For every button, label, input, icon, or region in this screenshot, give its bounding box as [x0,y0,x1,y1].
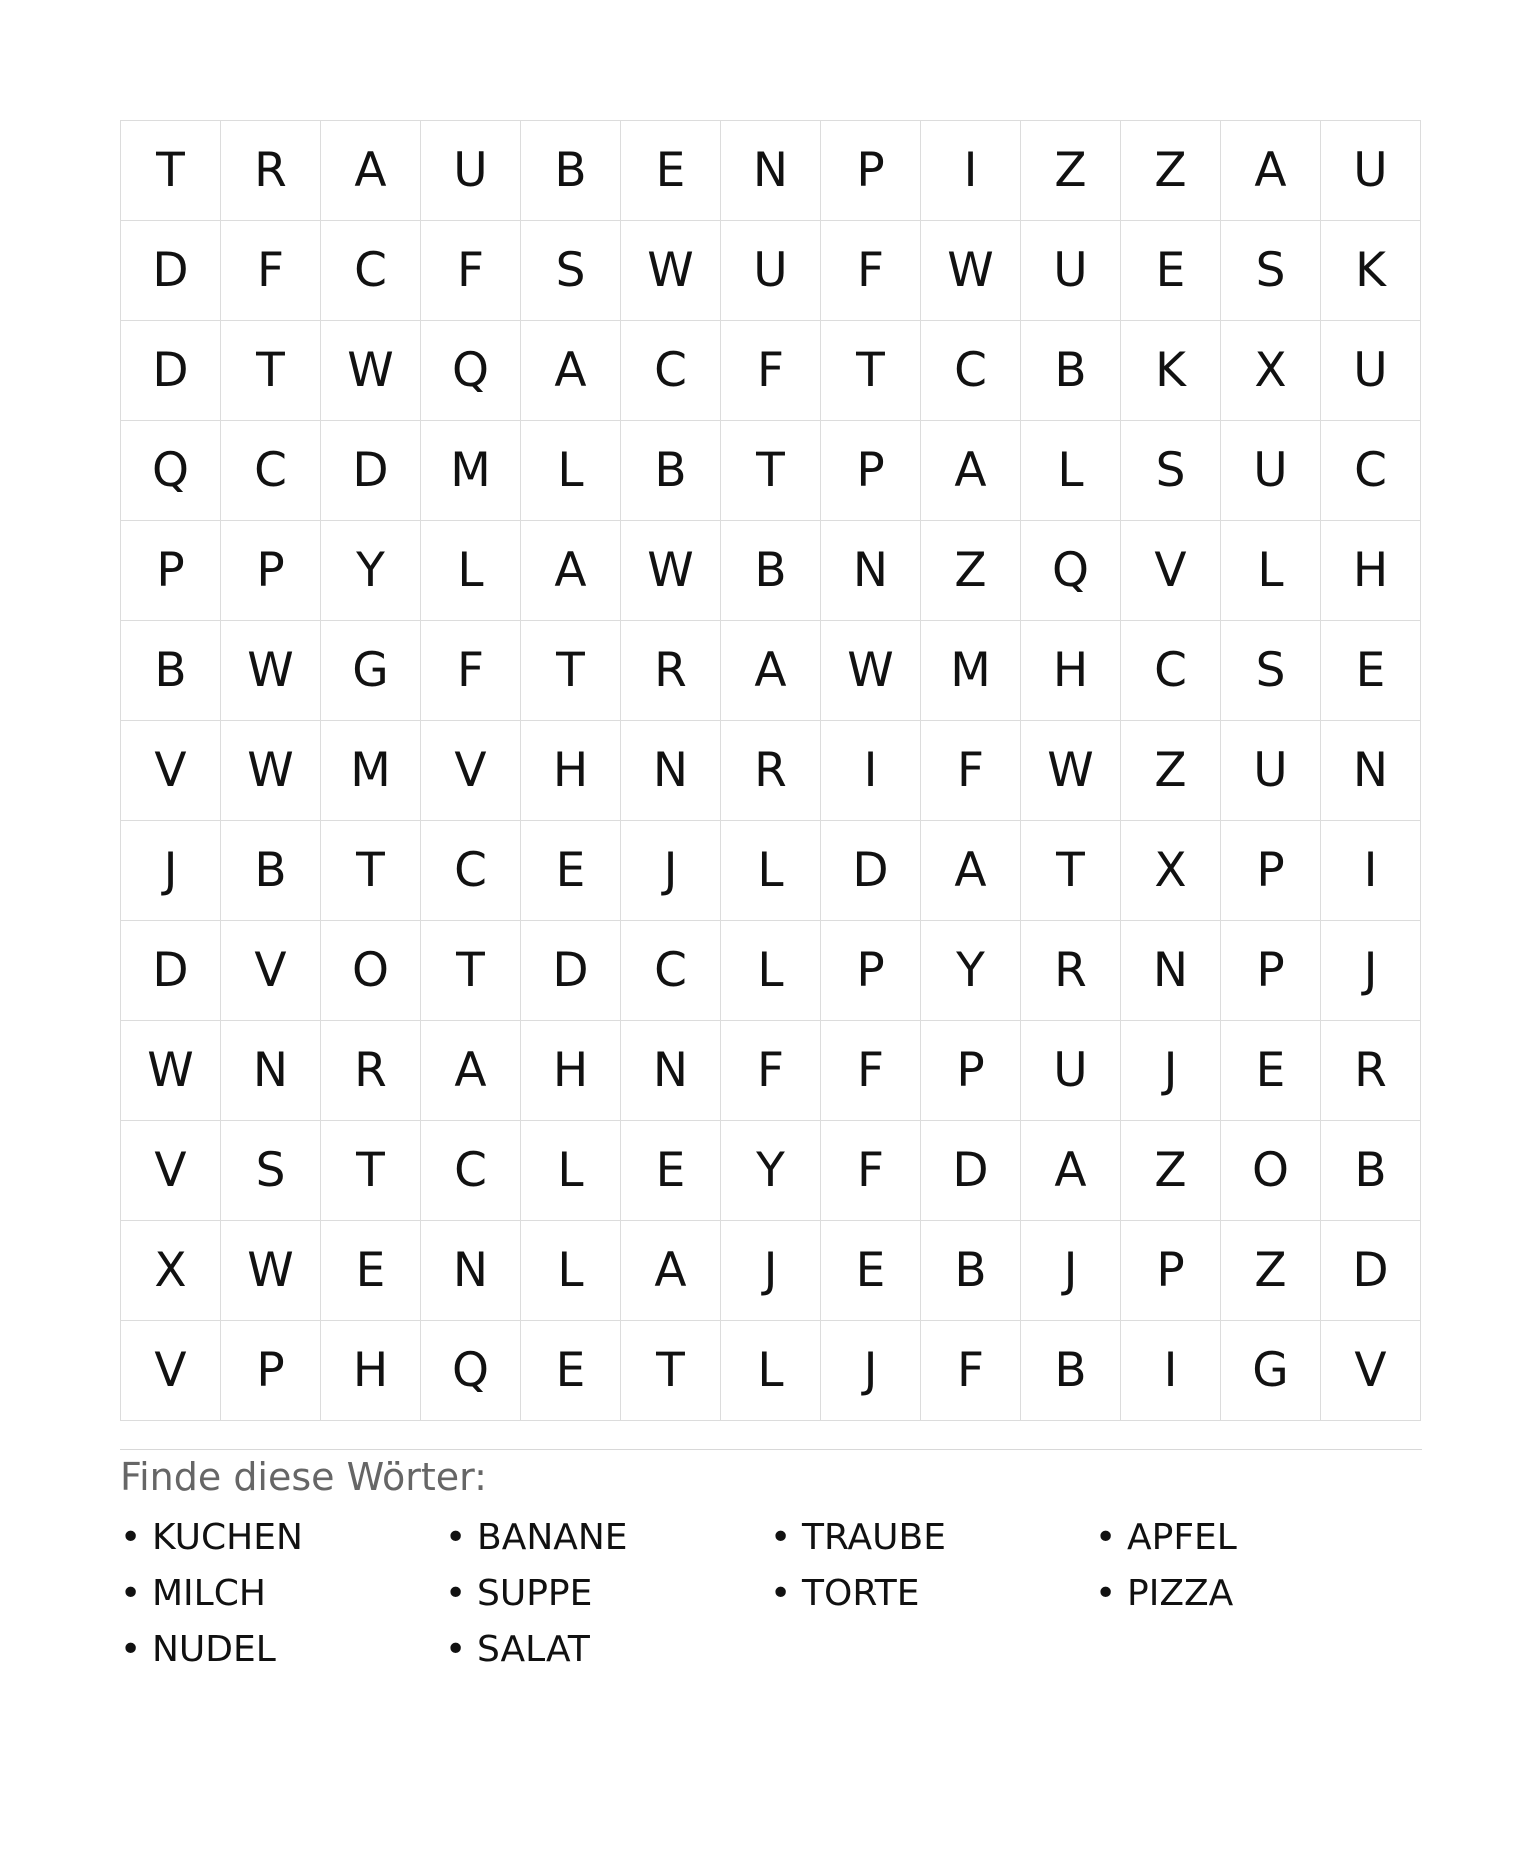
grid-cell[interactable]: N [621,1021,721,1121]
grid-cell[interactable]: P [221,1321,321,1421]
grid-cell[interactable]: W [221,621,321,721]
grid-cell[interactable]: A [521,521,621,621]
grid-cell[interactable]: E [621,1121,721,1221]
word-list-item [120,1622,445,1678]
grid-cell[interactable]: D [1321,1221,1421,1321]
grid-cell[interactable]: U [721,221,821,321]
word-label: PIZZA [1127,1573,1234,1614]
grid-cell[interactable]: N [821,521,921,621]
grid-cell[interactable]: T [721,421,821,521]
grid-cell[interactable]: P [921,1021,1021,1121]
grid-cell[interactable]: U [1021,221,1121,321]
grid-cell[interactable]: S [521,221,621,321]
grid-cell[interactable]: X [1221,321,1321,421]
grid-cell[interactable]: I [1121,1321,1221,1421]
grid-cell[interactable]: C [221,421,321,521]
grid-cell[interactable]: A [1221,121,1321,221]
word-label: KUCHEN [152,1517,303,1558]
bullet-icon: • [445,1573,467,1614]
grid-cell[interactable]: R [1021,921,1121,1021]
grid-cell[interactable]: I [1321,821,1421,921]
grid-cell[interactable]: A [921,821,1021,921]
grid-cell[interactable]: V [221,921,321,1021]
grid-cell[interactable]: A [621,1221,721,1321]
grid-cell[interactable]: W [1021,721,1121,821]
grid-cell[interactable]: W [221,1221,321,1321]
grid-cell[interactable]: J [121,821,221,921]
grid-cell[interactable]: L [721,821,821,921]
grid-cell[interactable]: J [621,821,721,921]
letter-grid [120,120,1421,1421]
grid-cell[interactable]: N [421,1221,521,1321]
grid-cell[interactable]: L [521,421,621,521]
grid-cell[interactable]: C [421,821,521,921]
divider [120,1449,1422,1450]
grid-cell[interactable]: P [221,521,321,621]
grid-cell[interactable]: T [521,621,621,721]
bullet-icon: • [120,1517,142,1558]
grid-cell[interactable]: K [1121,321,1221,421]
word-list-item [770,1566,1095,1622]
grid-cell[interactable]: T [321,821,421,921]
grid-cell[interactable]: H [521,721,621,821]
bullet-icon: • [770,1573,792,1614]
grid-cell[interactable]: B [621,421,721,521]
word-list-item [445,1566,770,1622]
grid-cell[interactable]: U [1021,1021,1121,1121]
grid-cell[interactable]: E [521,1321,621,1421]
grid-cell[interactable]: Y [321,521,421,621]
grid-cell[interactable]: D [521,921,621,1021]
grid-cell[interactable]: V [1321,1321,1421,1421]
grid-cell[interactable]: W [621,521,721,621]
grid-cell[interactable]: K [1321,221,1421,321]
grid-cell[interactable]: G [1221,1321,1321,1421]
grid-cell[interactable]: F [721,1021,821,1121]
grid-cell[interactable]: D [821,821,921,921]
grid-cell[interactable]: E [1321,621,1421,721]
grid-cell[interactable]: S [1221,621,1321,721]
grid-cell[interactable]: E [1221,1021,1321,1121]
grid-cell[interactable]: O [1221,1121,1321,1221]
bullet-icon: • [1095,1573,1117,1614]
grid-cell[interactable]: Z [1121,1121,1221,1221]
grid-cell[interactable]: T [221,321,321,421]
grid-cell[interactable]: L [721,921,821,1021]
grid-cell[interactable]: U [1221,721,1321,821]
grid-cell[interactable]: W [821,621,921,721]
grid-cell[interactable]: B [1021,321,1121,421]
bullet-icon: • [445,1517,467,1558]
grid-cell[interactable]: N [621,721,721,821]
grid-cell[interactable]: P [821,421,921,521]
grid-cell[interactable]: Z [1121,721,1221,821]
grid-cell[interactable]: E [1121,221,1221,321]
grid-cell[interactable]: B [521,121,621,221]
grid-cell[interactable]: F [921,721,1021,821]
grid-cell[interactable]: F [821,1021,921,1121]
grid-cell[interactable]: C [921,321,1021,421]
grid-cell[interactable]: A [1021,1121,1121,1221]
grid-cell[interactable]: S [221,1121,321,1221]
grid-cell[interactable]: B [1021,1321,1121,1421]
grid-cell[interactable]: J [1021,1221,1121,1321]
word-label: NUDEL [152,1629,276,1670]
grid-cell[interactable]: B [121,621,221,721]
grid-cell[interactable]: H [1021,621,1121,721]
grid-cell[interactable]: L [721,1321,821,1421]
grid-cell[interactable]: N [1121,921,1221,1021]
grid-cell[interactable]: B [1321,1121,1421,1221]
word-list-item [445,1622,770,1678]
grid-cell[interactable]: J [821,1321,921,1421]
grid-cell[interactable]: H [1321,521,1421,621]
grid-cell[interactable]: N [721,121,821,221]
grid-cell[interactable]: R [621,621,721,721]
grid-cell[interactable]: R [321,1021,421,1121]
grid-cell[interactable]: D [121,321,221,421]
grid-cell[interactable]: D [921,1121,1021,1221]
grid-cell[interactable]: I [921,121,1021,221]
word-label: TORTE [802,1573,920,1614]
grid-cell[interactable]: W [321,321,421,421]
grid-cell[interactable]: C [321,221,421,321]
grid-cell[interactable]: F [421,221,521,321]
word-label: TRAUBE [802,1517,946,1558]
grid-cell[interactable]: F [921,1321,1021,1421]
word-list-item [120,1510,445,1566]
grid-cell[interactable]: L [1221,521,1321,621]
grid-cell[interactable]: R [221,121,321,221]
grid-cell[interactable]: C [1321,421,1421,521]
grid-cell[interactable]: U [1321,321,1421,421]
grid-cell[interactable]: W [221,721,321,821]
grid-cell[interactable]: V [1121,521,1221,621]
grid-cell[interactable]: F [821,1121,921,1221]
grid-cell[interactable]: C [421,1121,521,1221]
grid-cell[interactable]: B [921,1221,1021,1321]
grid-cell[interactable]: R [1321,1021,1421,1121]
grid-cell[interactable]: L [521,1121,621,1221]
grid-cell[interactable]: G [321,621,421,721]
grid-cell[interactable]: D [121,221,221,321]
bullet-icon: • [120,1573,142,1614]
grid-cell[interactable]: F [421,621,521,721]
grid-cell[interactable]: O [321,921,421,1021]
grid-cell[interactable]: F [721,321,821,421]
grid-cell[interactable]: F [821,221,921,321]
grid-cell[interactable]: X [1121,821,1221,921]
grid-cell[interactable]: Z [1021,121,1121,221]
word-label: APFEL [1127,1517,1237,1558]
grid-cell[interactable]: V [121,1121,221,1221]
grid-cell[interactable]: F [221,221,321,321]
bullet-icon: • [1095,1517,1117,1558]
grid-cell[interactable]: H [521,1021,621,1121]
grid-cell[interactable]: S [1121,421,1221,521]
grid-cell[interactable]: P [121,521,221,621]
grid-cell[interactable]: T [321,1121,421,1221]
word-label: SUPPE [477,1573,593,1614]
grid-cell[interactable]: P [1121,1221,1221,1321]
grid-cell[interactable]: U [1221,421,1321,521]
grid-cell[interactable]: E [821,1221,921,1321]
grid-cell[interactable]: H [321,1321,421,1421]
grid-cell[interactable]: W [921,221,1021,321]
grid-cell[interactable]: M [321,721,421,821]
grid-cell[interactable]: P [821,121,921,221]
grid-cell[interactable]: L [1021,421,1121,521]
grid-cell[interactable]: V [121,1321,221,1421]
grid-cell[interactable]: J [721,1221,821,1321]
grid-cell[interactable]: U [1321,121,1421,221]
grid-cell[interactable]: A [521,321,621,421]
word-list-item [445,1510,770,1566]
grid-cell[interactable]: A [921,421,1021,521]
grid-cell[interactable]: V [121,721,221,821]
grid-cell[interactable]: Z [1221,1221,1321,1321]
grid-cell[interactable]: C [621,321,721,421]
grid-cell[interactable]: T [1021,821,1121,921]
grid-cell[interactable]: M [421,421,521,521]
grid-cell[interactable]: Q [121,421,221,521]
grid-cell[interactable]: T [121,121,221,221]
grid-cell[interactable]: W [621,221,721,321]
word-label: BANANE [477,1517,628,1558]
grid-cell[interactable]: L [421,521,521,621]
grid-cell[interactable]: A [321,121,421,221]
word-list-item [770,1510,1095,1566]
grid-cell[interactable]: Q [1021,521,1121,621]
grid-cell[interactable]: X [121,1221,221,1321]
word-list-item [1095,1566,1420,1622]
grid-cell[interactable]: T [621,1321,721,1421]
grid-cell[interactable]: D [121,921,221,1021]
word-list [120,1510,1420,1678]
word-list-heading: Finde diese Wörter: [120,1455,487,1499]
grid-cell[interactable]: D [321,421,421,521]
grid-cell[interactable]: N [1321,721,1421,821]
grid-cell[interactable]: Y [721,1121,821,1221]
grid-cell[interactable]: V [421,721,521,821]
grid-cell[interactable]: U [421,121,521,221]
grid-cell[interactable]: Z [921,521,1021,621]
grid-cell[interactable]: P [821,921,921,1021]
grid-cell[interactable]: P [1221,821,1321,921]
grid-cell[interactable]: J [1121,1021,1221,1121]
grid-cell[interactable]: B [221,821,321,921]
grid-cell[interactable]: J [1321,921,1421,1021]
word-list-item [1095,1510,1420,1566]
grid-cell[interactable]: Y [921,921,1021,1021]
word-label: MILCH [152,1573,266,1614]
grid-cell[interactable]: T [421,921,521,1021]
grid-cell[interactable]: A [721,621,821,721]
grid-cell[interactable]: Z [1121,121,1221,221]
grid-cell[interactable]: M [921,621,1021,721]
word-label: SALAT [477,1629,590,1670]
bullet-icon: • [445,1629,467,1670]
grid-cell[interactable]: P [1221,921,1321,1021]
grid-cell[interactable]: R [721,721,821,821]
bullet-icon: • [770,1517,792,1558]
grid-cell[interactable]: T [821,321,921,421]
grid-cell[interactable]: E [621,121,721,221]
grid-cell[interactable]: W [121,1021,221,1121]
word-list-item [120,1566,445,1622]
grid-cell[interactable]: L [521,1221,621,1321]
grid-cell[interactable]: E [321,1221,421,1321]
grid-cell[interactable]: Q [421,321,521,421]
grid-cell[interactable]: E [521,821,621,921]
grid-cell[interactable]: S [1221,221,1321,321]
grid-cell[interactable]: Q [421,1321,521,1421]
grid-cell[interactable]: C [621,921,721,1021]
bullet-icon: • [120,1629,142,1670]
grid-cell[interactable]: I [821,721,921,821]
grid-cell[interactable]: B [721,521,821,621]
grid-cell[interactable]: A [421,1021,521,1121]
grid-cell[interactable]: C [1121,621,1221,721]
grid-cell[interactable]: N [221,1021,321,1121]
